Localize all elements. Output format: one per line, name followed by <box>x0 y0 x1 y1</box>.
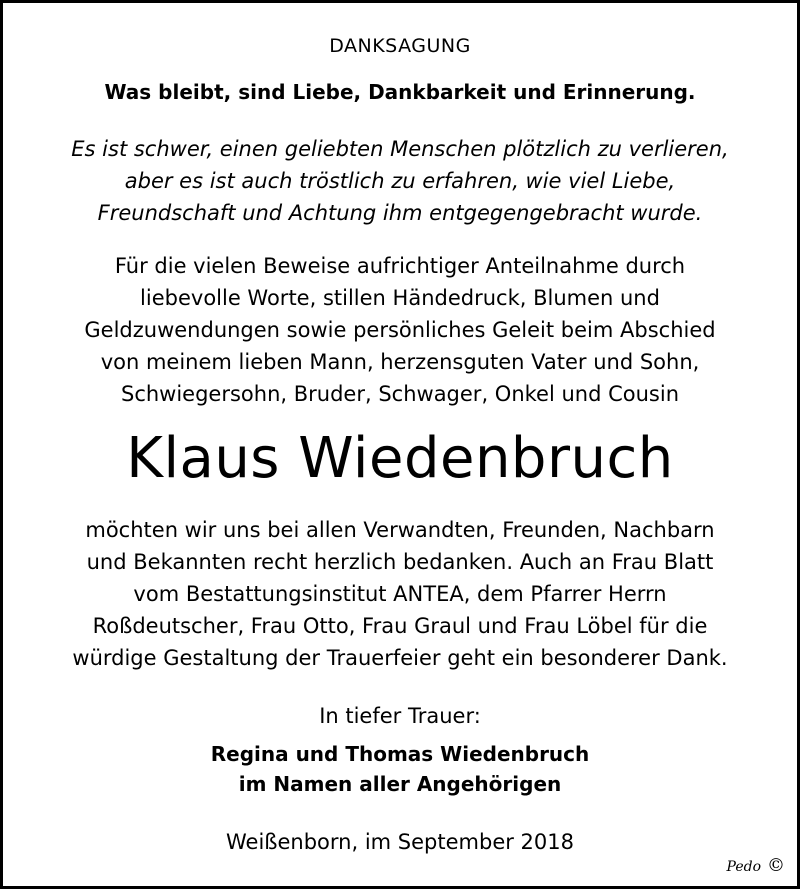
signer-line: Regina und Thomas Wiedenbruch <box>210 742 590 766</box>
gratitude-line: liebevolle Worte, stillen Händedruck, Blumen und <box>140 286 660 310</box>
thanks-line: würdige Gestaltung der Trauerfeier geht ein besonderer Dank. <box>72 646 728 670</box>
gratitude-line: Geldzuwendungen sowie persönliches Geleit beim Abschied <box>84 318 716 342</box>
quote-line: Freundschaft und Achtung ihm entgegengebracht wurde. <box>97 201 703 225</box>
motto: Was bleibt, sind Liebe, Dankbarkeit und Erinnerung. <box>104 80 696 104</box>
place-and-date: Weißenborn, im September 2018 <box>225 830 574 854</box>
gratitude-line: von meinem lieben Mann, herzensguten Vater und Sohn, <box>100 350 700 374</box>
thanks-line: möchten wir uns bei allen Verwandten, Freunden, Nachbarn <box>85 518 715 542</box>
credit-signature: Pedo <box>726 859 761 875</box>
gratitude-line: Schwiegersohn, Bruder, Schwager, Onkel und Cousin <box>120 382 680 406</box>
quote-line: Es ist schwer, einen geliebten Menschen plötzlich zu verlieren, <box>71 137 729 161</box>
designer-credit <box>727 855 785 876</box>
signer-line: im Namen aller Angehörigen <box>238 772 562 796</box>
quote-paragraph <box>3 133 797 229</box>
deceased-name: Klaus Wiedenbruch <box>126 426 674 491</box>
thanks-paragraph <box>3 514 797 674</box>
signers <box>3 739 797 799</box>
gratitude-line: Für die vielen Beweise aufrichtiger Anteilnahme durch <box>114 254 686 278</box>
mourning-phrase: In tiefer Trauer: <box>319 704 481 728</box>
quote-line: aber es ist auch tröstlich zu erfahren, wie viel Liebe, <box>124 169 676 193</box>
notice-heading: DANKSAGUNG <box>329 35 471 57</box>
gratitude-paragraph <box>3 250 797 410</box>
copyright-icon: © <box>767 855 785 876</box>
thanks-line: vom Bestattungsinstitut ANTEA, dem Pfarrer Herrn <box>133 582 667 606</box>
thanks-line: und Bekannten recht herzlich bedanken. Auch an Frau Blatt <box>86 550 714 574</box>
thanks-line: Roßdeutscher, Frau Otto, Frau Graul und Frau Löbel für die <box>92 614 708 638</box>
